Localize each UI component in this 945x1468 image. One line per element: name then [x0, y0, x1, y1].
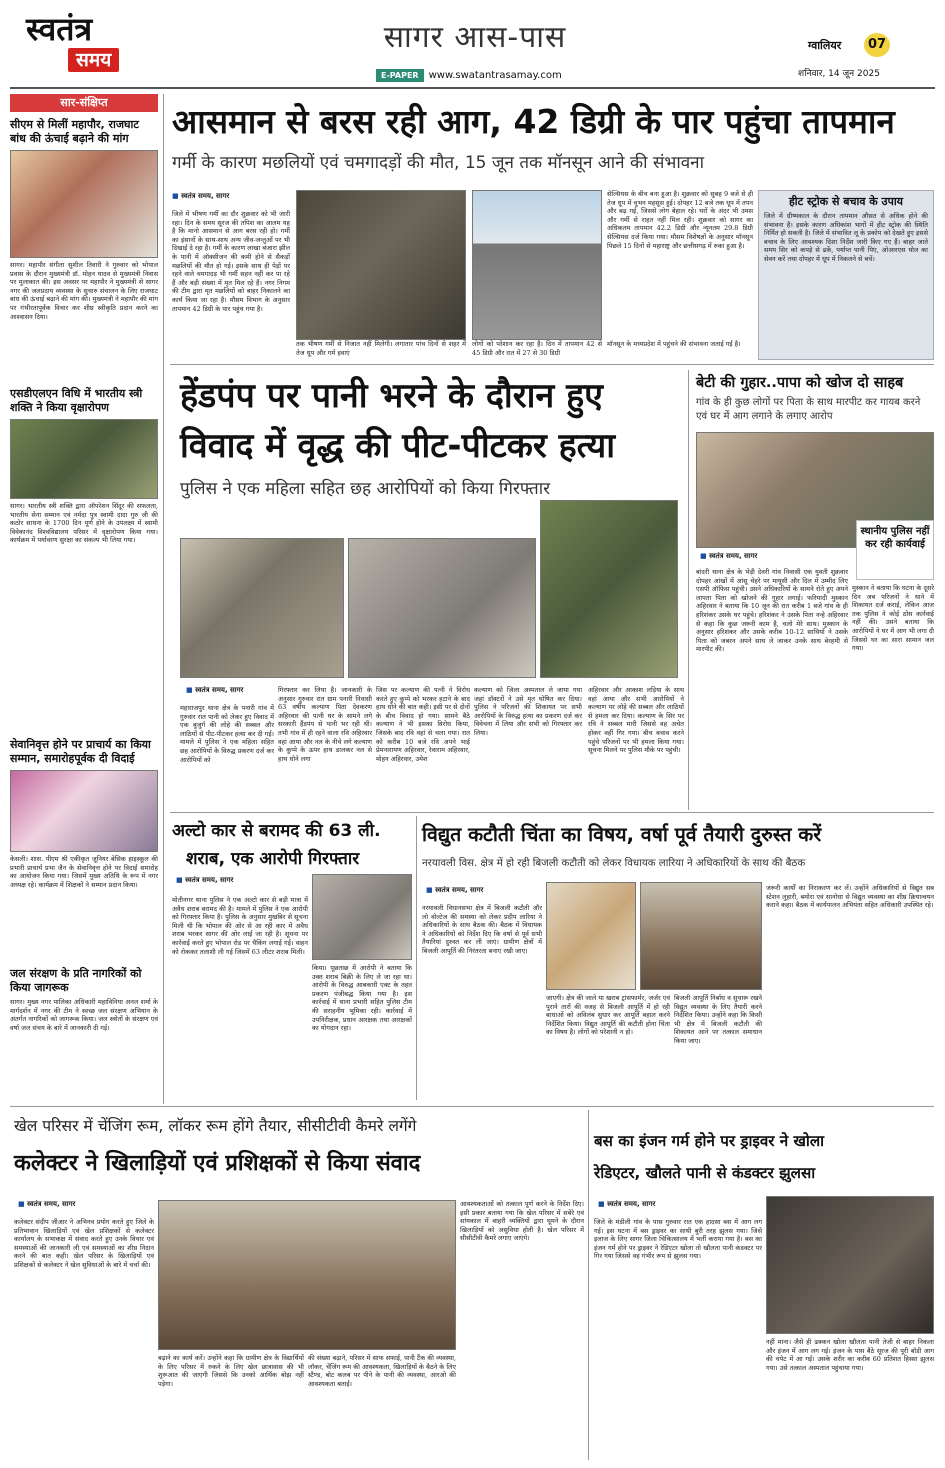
- alto-byline: ■ स्वतंत्र समय, सागर: [176, 876, 233, 885]
- power-col2: जाएगी। क्षेत्र की जाले या खराब ट्रांसफार्मर, जर्जर एवं पुराने तारों की वजह से बिजली आपूर्ति में हो रही बाधाओं को अविलंब सुधार कर आपूर्ति बहाल करने निर्देशित किया। विद्युत आपूर्ति की कटौती होना चिंता का विषय है। लोगों को परेशानी न हो।: [546, 994, 670, 1037]
- city-label: ग्वालियर: [808, 39, 842, 52]
- sports-col3: की संख्या बढ़ाने, परिसर में साफ सफाई, पानी टैंक की व्यवस्था, लॉकर, चेंजिंग रूम की आवश्यकता, खिलाड़ियों के बैठने के लिए स्टैण्ड, बोट कलब पर पीने के पानी की व्यवस्था, आरओ की आवश्यकता बताई।: [308, 1354, 456, 1388]
- bus-col1: जिले के मंडीली गांव के पास गुरुवार रात एक हादसा बस में आग लग गई। इस घटना में बस ड्राइवर का साथी बुरी तरह झुलस गया। जिसे इलाज के लिए सागर जिला चिकित्सालय में भर्ती कराया गया है। बस का इंजन गर्म होने पर ड्राइवर ने रेडिएटर खोला तो खौलता पानी कंडक्टर पर गिर गया जिससे वह गंभीर रूप से झुलस गया।: [594, 1218, 762, 1261]
- sidebar-item: [10, 387, 158, 732]
- alto-col1: मोतीनगर थाना पुलिस ने एक अल्टो कार से बड़ी मात्रा में अवैध शराब बरामद की है। मामले में पुलिस ने एक आरोपी को गिरफ्तार किया है। पुलिस के अनुसार मुखबिर से सूचना मिली थी कि भोपाल की ओर से आ रही कार में अवैध शराब भरकर सागर की ओर लाई जा रही है। सूचना पर कार्रवाई करते हुए भोपाल रोड पर चैकिंग लगाई गई। वाहन को रोककर तलाशी ली गई जिसमें 63 लीटर शराब मिली।: [172, 896, 308, 956]
- sidebar-item: [10, 967, 158, 1068]
- newspaper-logo: [26, 10, 156, 80]
- masthead: [0, 0, 945, 88]
- lead-road-photo: [472, 190, 602, 340]
- sidebar-item-body: सागर। मुख्य नगर पालिका अधिकारी महाविनिया अनल शर्मा के मार्गदर्शन में नगर की टीम ने स्वच्छ जल संरक्षण अभियान के अंतर्गत नागरिकों को जागरूक किया। जल स्त्रोतों के संरक्षण एवं वर्षा जल संचय के बारे में जानकारी दी गई।: [10, 998, 158, 1032]
- police-callout-text: स्थानीय पुलिस नहीं कर रही कार्यवाई: [860, 526, 930, 550]
- sports-kicker: खेल परिसर में चेंजिंग रूम, लॉकर रूम होंगे तैयार, सीसीटीवी कैमरे लगेंगे: [14, 1117, 417, 1135]
- sports-headline: कलेक्टर ने खिलाड़ियों एवं प्रशिक्षकों से किया संवाद: [14, 1151, 421, 1176]
- logo-line1: स्वतंत्र: [26, 10, 93, 48]
- sports-divider: [588, 1110, 589, 1460]
- power-col3: बिजली आपूर्ति निर्बाध व सुचारू रखने विद्युत व्यवस्था के लिए तैयारी करने निर्देशित किया। उन्होंने कहा कि किसी भी क्षेत्र में बिजली कटौती की शिकायत आने पर तत्काल समाधान किया जाए।: [674, 994, 762, 1045]
- power-map-photo: [546, 882, 636, 990]
- bus-headline-line1: बस का इंजन गर्म होने पर ड्राइवर ने खोला: [594, 1132, 825, 1150]
- alto-photo: [312, 874, 412, 960]
- murder-col4-side: अहिरवार और आकाश लड़िया के साथ वहां आया और सभी आरोपियों ने कल्याण पर लोहे की सब्बल और लाठियों से हमला कर दिया। कल्याण के सिर पर रवि ने सब्बल मारी जिससे वह अचेत होकर वहीं गिर गया। बीच बचाव करने पहुंचे परिजनों पर भी हमला किया गया। सूचना मिलने पर पुलिस मौके पर पहुंची।: [588, 686, 684, 755]
- epaper-tag: E-PAPER: [376, 69, 424, 82]
- epaper-bar: [376, 68, 614, 83]
- lead-col2: सेल्सियस के बीच बना हुआ है। शुक्रवार को सुबह 9 बजे से ही तेज धूप में चुभन महसूस हुई। दोपहर 12 बजे तक धूप में तपन और बढ़ गई, जिससे लोग बेहाल रहे। घरों के अंदर भी उमस और गर्मी से राहत नहीं मिल रही। शुक्रवार को सागर का अधिकतम तापमान 42.2 डिग्री और न्यूनतम 29.8 डिग्री सेल्सियस दर्ज किया गया। मौसम विशेषज्ञों के अनुसार मॉनसून पिछले 15 दिनों से महाराष्ट्र और छत्तीसगढ़ में रुका हुआ है।: [607, 190, 753, 250]
- police-callout: [856, 520, 934, 580]
- murder-divider: [688, 370, 689, 810]
- sports-col4: आवश्यकताओं को तत्काल पूर्ण करने के निर्देश दिए। इसी प्रकार बताया गया कि खेल परिसर में सबेरे एवं सांयकाल में बाहरी व्यक्तियों द्वारा घूमने के दौरान खिलाड़ियों को असुविधा होती है। खेल परिसर में सीसीटीवी कैमरे लगाए जाएंगे।: [460, 1200, 584, 1243]
- lead-subhead: गर्मी के कारण मछलियों एवं चमगादड़ों की मौत, 15 जून तक मॉनसून आने की संभावना: [172, 153, 705, 173]
- section-title: सागर आस-पास: [383, 20, 567, 55]
- sidebar-item-title: सेवानिवृत्त होने पर प्राचार्य का किया सम्मान, समारोहपूर्वक दी विदाई: [10, 738, 151, 765]
- heatstroke-title: हीट स्ट्रोक से बचाव के उपाय: [788, 195, 904, 208]
- sidebar-header: सार-संक्षिप्त: [10, 94, 158, 112]
- sidebar-divider: [163, 94, 164, 1104]
- sidebar-item-title: जल संरक्षण के प्रति नागरिकों को किया जागरूक: [10, 967, 142, 994]
- power-byline: ■ स्वतंत्र समय, सागर: [426, 886, 483, 895]
- sidebar: [10, 94, 158, 1104]
- lead-divider: [170, 364, 934, 365]
- sidebar-item-body: सागर। भारतीय स्त्री शक्ति द्वारा ऑपरेशन सिंदूर की सफलता, भारतीय सेना सम्मान एवं नर्मदा पुत्र स्वामी दादा गुरु जी की कठोर साधना के 1700 दिन पूर्ण होने के उपलक्ष्य में स्वामी विवेकानंद विश्वविद्यालय परिसर में वृक्षारोपण किया गया। कार्यक्रम में पर्यावरण सुरक्षा का संकल्प भी लिया गया।: [10, 502, 158, 545]
- murder-scene-photo: [540, 500, 678, 678]
- bus-col2: नहीं माना। जैसे ही ढक्कन खोला खौलता पानी तेजी से बाहर निकला और इंजन में आग लग गई। इंजन के पास बैठे सूरज की पूरी बॉडी आग की चपेट में आ गई। उसके शरीर का करीब 60 प्रतिशत हिस्सा झुलस गया। उसे तत्काल अस्पताल पहुंचाया गया।: [766, 1338, 934, 1372]
- sports-byline: ■ स्वतंत्र समय, सागर: [18, 1200, 75, 1209]
- power-headline: विद्युत कटौती चिंता का विषय, वर्षा पूर्व तैयारी दुरुस्त करें: [422, 823, 822, 846]
- murder-col1: महाराजपुर थाना क्षेत्र के पनारी गांव में गुरुवार रात पानी को लेकर हुए विवाद में एक बुजुर्ग की लोहे की सब्बल और लाठियों से पीट-पीटकर हत्या कर दी गई। मामले में पुलिस ने एक महिला सहित छह आरोपियों के विरुद्ध प्रकरण दर्ज कर आरोपियों को: [180, 704, 274, 764]
- sports-col1: कलेक्टर संदीप जीआर ने अभिनव प्रयोग करते हुए जिले के प्रतिभावान खिलाड़ियों एवं खेल प्रशिक्षकों से कलेक्टर कार्यालय के सभाकक्ष में संवाद करते हुए उनके विचार एवं समस्याओं की जानकारी ली एवं समस्याओं का शीघ्र निदान करने की बात कही। खेल परिसर के खिलाड़ियों एवं प्रशिक्षकों से कलेक्टर ने खेल सुविधाओं के बारे में चर्चा की।: [14, 1218, 154, 1269]
- bus-byline: ■ स्वतंत्र समय, सागर: [598, 1200, 655, 1209]
- murder-col3: जिस पर कल्याण की पत्नी ने विरोध करते हुए कुप्पे को भरकर हटाने के बाद हाथ धोने की बात कही। इसी पर से दोनों के बीच विवाद हो गया। सामने बैठे कल्याण ने भी इसका विरोध किया, जिसके बाद रवि वहां से चला गया। रात को करीब 10 बजे रवि अपने भाई प्रेमनारायण अहिरवार, रेवाराम अहिरवार, मोहन अहिरवार, उमेश: [376, 686, 470, 763]
- murder-byline: ■ स्वतंत्र समय, सागर: [186, 686, 243, 695]
- lead-col3: लोगों को परेशान कर रहा है। दिन में तापमान 42 से 45 डिग्री और रात में 27 से 30 डिग्री: [472, 340, 602, 357]
- power-col1: नरयावली विधानसभा क्षेत्र में बिजली कटौती और लो वोल्टेज की समस्या को लेकर प्रदीप लारिया ने अधिकारियों के साथ बैठक की। बैठक में विधायक ने अधिकारियों को निर्देश दिए कि वर्षा से पूर्व सभी तैयारियां दुरुस्त कर ली जाएं। ग्रामीण क्षेत्रों में बिजली आपूर्ति की निरंतरता बनाए रखी जाए।: [422, 904, 542, 955]
- lead-byline: ■ स्वतंत्र समय, सागर: [172, 192, 229, 201]
- sidebar-item-title: सीएम से मिलीं महापौर, राजघाट बांध की ऊंचाई बढ़ाने की मांग: [10, 118, 139, 145]
- daughter-subhead: गांव के ही कुछ लोगों पर पिता के साथ मारपीट कर गायब करने एवं घर में आग लगाने के लगाए आरोप: [696, 397, 921, 422]
- logo-line2: समय: [68, 48, 119, 72]
- sidebar-item-photo: [10, 770, 158, 852]
- lead-col4: मॉनसून के मध्यप्रदेश में पहुंचने की संभावना जताई गई है।: [607, 340, 741, 348]
- daughter-byline: ■ स्वतंत्र समय, सागर: [700, 552, 757, 561]
- alto-headline-line2: शराब, एक आरोपी गिरफ्तार: [186, 849, 360, 869]
- masthead-divider: [10, 87, 935, 89]
- daughter-headline: बेटी की गुहार..पापा को खोज दो साहब: [696, 375, 904, 391]
- page-number: 07: [864, 33, 890, 57]
- sidebar-item: [10, 738, 158, 961]
- sports-photo: [158, 1200, 456, 1350]
- sidebar-item: [10, 118, 158, 381]
- daughter-body: बांदरी थाना क्षेत्र के भेड़ी देवरी गांव निवासी एक युवती शुक्रवार दोपहर आंखों में आंसू चेहरे पर मायूसी और दिल में उम्मीद लिए एसपी ऑफिस पहुंची। उसने अधिकारियों के सामने रोते हुए अपने लापता पिता को खोजने की गुहार लगाई। फरियादी मुस्कान अहिरवार ने बताया कि 10 जून की रात करीब 1 बजे गांव के ही हरिशंकर उसके घर पहुंचे। हरिशंकर ने उसके पिता नन्हे अहिरवार से कहा कि कुछ जरूरी काम है, चलो मेरे साथ। मुस्कान के अनुसार हरिशंकर और उसके करीब 10-12 साथियों ने उसके पिता को जबरन अपने साथ ले जाकर उनके साथ बेरहमी से मारपीट की।: [696, 568, 848, 654]
- lead-col1: जिले में भीषण गर्मी का दौर शुक्रवार को भी जारी रहा। दिन के समय सूरज की तपिश का आलम यह है कि मानो आसमान से आग बरस रही हो। गर्मी का इंसानों के साथ-साथ अन्य जीव-जन्तुओं पर भी दिखाई दे रहा है। गर्मी के कारण लाखा बंजारा झील के पानी में ऑक्सीजन की कमी होने से सैकड़ों मछलियों की मौत हो गई। इसके साथ ही पेड़ों पर रहने वाले चमगादड़ भी गर्मी सहन नहीं कर पा रहे हैं और बड़ी संख्या में मृत मिल रहे हैं। नगर निगम की टीम द्वारा मृत मछलियों को बाहर निकालने का कार्य किया जा रहा है। मौसम विभाग के अनुसार तापमान 42 डिग्री के पार पहुंच गया है।: [172, 210, 290, 313]
- sidebar-item-body: सागर। महापौर संगीता सुशील तिवारी ने गुरुवार को भोपाल प्रवास के दौरान मुख्यमंत्री डॉ. मोहन यादव से मुख्यमंत्री निवास पर मुलाकात की। इस अवसर पर महापौर ने मुख्यमंत्री से सागर नगर की जलप्रदाय व्यवस्था के सुचारु संचालन के लिए राजघाट बांध की ऊंचाई बढ़ाने की मांग की। मुख्यमंत्री ने महापौर की मांग पर गंभीरतापूर्वक विचार कर शीघ्र स्वीकृति प्रदान करने का आश्वासन दिया।: [10, 261, 158, 321]
- bus-headline-line2: रेडिएटर, खौलते पानी से कंडक्टर झुलसा: [594, 1164, 816, 1182]
- alto-divider: [416, 816, 417, 1100]
- power-meeting-photo: [640, 882, 762, 990]
- website-link[interactable]: www.swatantrasamay.com: [428, 70, 562, 81]
- murder-headline-line1: हेंडपंप पर पानी भरने के दौरान हुए: [180, 376, 603, 416]
- sports-col2: बढ़ाने का कार्य करें। उन्होंने कहा कि ग्रामीण क्षेत्र के विद्यार्थियों के लिए परिसर में रुकने के लिए खेल छात्रावास की भी शुरूआत की जाएगी जिससे कि उनको आर्थिक बोझ नहीं पड़ेगा।: [158, 1354, 304, 1388]
- power-subhead: नरयावली विस. क्षेत्र में हो रही बिजली कटौती को लेकर विधायक लारिया ने अधिकारियों के साथ की बैठक: [422, 858, 806, 869]
- murder-vehicle-photo: [348, 538, 536, 678]
- issue-date: शनिवार, 14 जून 2025: [798, 69, 880, 79]
- murder-victim-photo: [180, 538, 344, 678]
- alto-headline-line1: अल्टो कार से बरामद की 63 ली.: [172, 821, 381, 841]
- sidebar-item-photo: [10, 419, 158, 499]
- murder-col2: गिरफ्तार कर लिया है। जानकारी के अनुसार गुरुवार रात ग्राम पनारी निवासी 63 वर्षीय कल्याण पिता देवकरण अहिरवार की पत्नी घर के सामने लगे सरकारी हैंडपंप से पानी भर रही थी। तभी गांव में ही रहने वाला रवि अहिरवार वहां आया और नल के नीचे लगे कल्याण के कुप्पे के ऊपर हाथ डालकर नल से हाथ धोने लगा: [278, 686, 372, 763]
- lead-photo-caption: तक भीषण गर्मी से निजात नहीं मिलेगी। लगातार पांच दिनों से शहर में तेज धूप और गर्म हवाएं: [296, 340, 466, 357]
- lead-fish-photo: [296, 190, 466, 340]
- mid-divider: [170, 812, 934, 813]
- heatstroke-box: [758, 190, 934, 360]
- murder-headline-line2: विवाद में वृद्ध की पीट-पीटकर हत्या: [180, 426, 616, 466]
- lead-headline: आसमान से बरस रही आग, 42 डिग्री के पार पहुंचा तापमान: [172, 102, 895, 141]
- lower-divider: [10, 1106, 934, 1107]
- sidebar-item-body: केसली। शास. पीएम श्री एकीकृत जूनियर बेसिक हाइस्कूल की प्रभारी प्राचार्य प्रभा जैन के सेवानिवृत्त होने पर विदाई समारोह का आयोजन किया गया। जिसमें मुख्य अतिथि के रूप में नगर अध्यक्ष रहे। कार्यक्रम में शिक्षकों ने सम्मान प्रदान किया।: [10, 855, 158, 889]
- alto-col2: किया। पूछताछ में आरोपी ने बताया कि उक्त शराब बिक्री के लिए ले जा रहा था। आरोपी के विरुद्ध आबकारी एक्ट के तहत प्रकरण पंजीबद्ध किया गया है। इस कार्रवाई में थाना प्रभारी सहित पुलिस टीम की सराहनीय भूमिका रही। कार्रवाई में उपनिरीक्षक, प्रधान आरक्षक तथा आरक्षकों का योगदान रहा।: [312, 964, 412, 1033]
- sidebar-item-photo: [10, 150, 158, 258]
- daughter-side-note: मुस्कान ने बताया कि घटना के दूसरे दिन जब परिजनों ने थाने में शिकायत दर्ज कराई, लेकिन आज तक पुलिस ने कोई ठोस कार्रवाई नहीं की। उसने बताया कि आरोपियों ने घर में आग भी लगा दी जिससे घर का सारा सामान जल गया।: [852, 584, 934, 653]
- murder-col5: कल्याण को जिला अस्पताल ले जाया गया जहां डॉक्टरों ने उसे मृत घोषित कर दिया। पुलिस ने परिजनों की शिकायत पर सभी आरोपियों के विरुद्ध हत्या का प्रकरण दर्ज कर विवेचना में लिया और सभी को गिरफ्तार कर लिया।: [474, 686, 582, 737]
- bus-victim-photo: [766, 1196, 934, 1334]
- heatstroke-body: जिले में ग्रीष्मकाल के दौरान तापमान औसत से अधिक होने की संभावना है। इसके कारण अधिकांश भागों में हीट स्ट्रोक की स्थिति निर्मित हो सकती है। जिले में संभावित लू के प्रकोप को देखते हुए इससे बचाव के लिए आवश्यक दिशा निर्देश जारी किए गए हैं। बाहर जाते समय सिर को कपड़े से ढकें, पर्याप्त पानी पिएं, ओआरएस घोल का सेवन करें तथा दोपहर में धूप में निकलने से बचें।: [764, 212, 928, 263]
- power-col4: जरूरी कार्यों का निराकरण कर लें। उन्होंने अधिकारियों से विद्युत सब स्टेशन लुहारी, बमोरा एवं सानोधा से विद्युत व्यवस्था का शीघ्र क्रियान्वयन कराने कहा। बैठक में कार्यपालन अभियंता सहित अधिकारी उपस्थित रहे।: [766, 884, 934, 910]
- murder-subhead: पुलिस ने एक महिला सहित छह आरोपियों को किया गिरफ्तार: [180, 479, 551, 499]
- sidebar-item-title: एसडीएलएन विधि में भारतीय स्त्री शक्ति ने किया वृक्षारोपण: [10, 387, 143, 414]
